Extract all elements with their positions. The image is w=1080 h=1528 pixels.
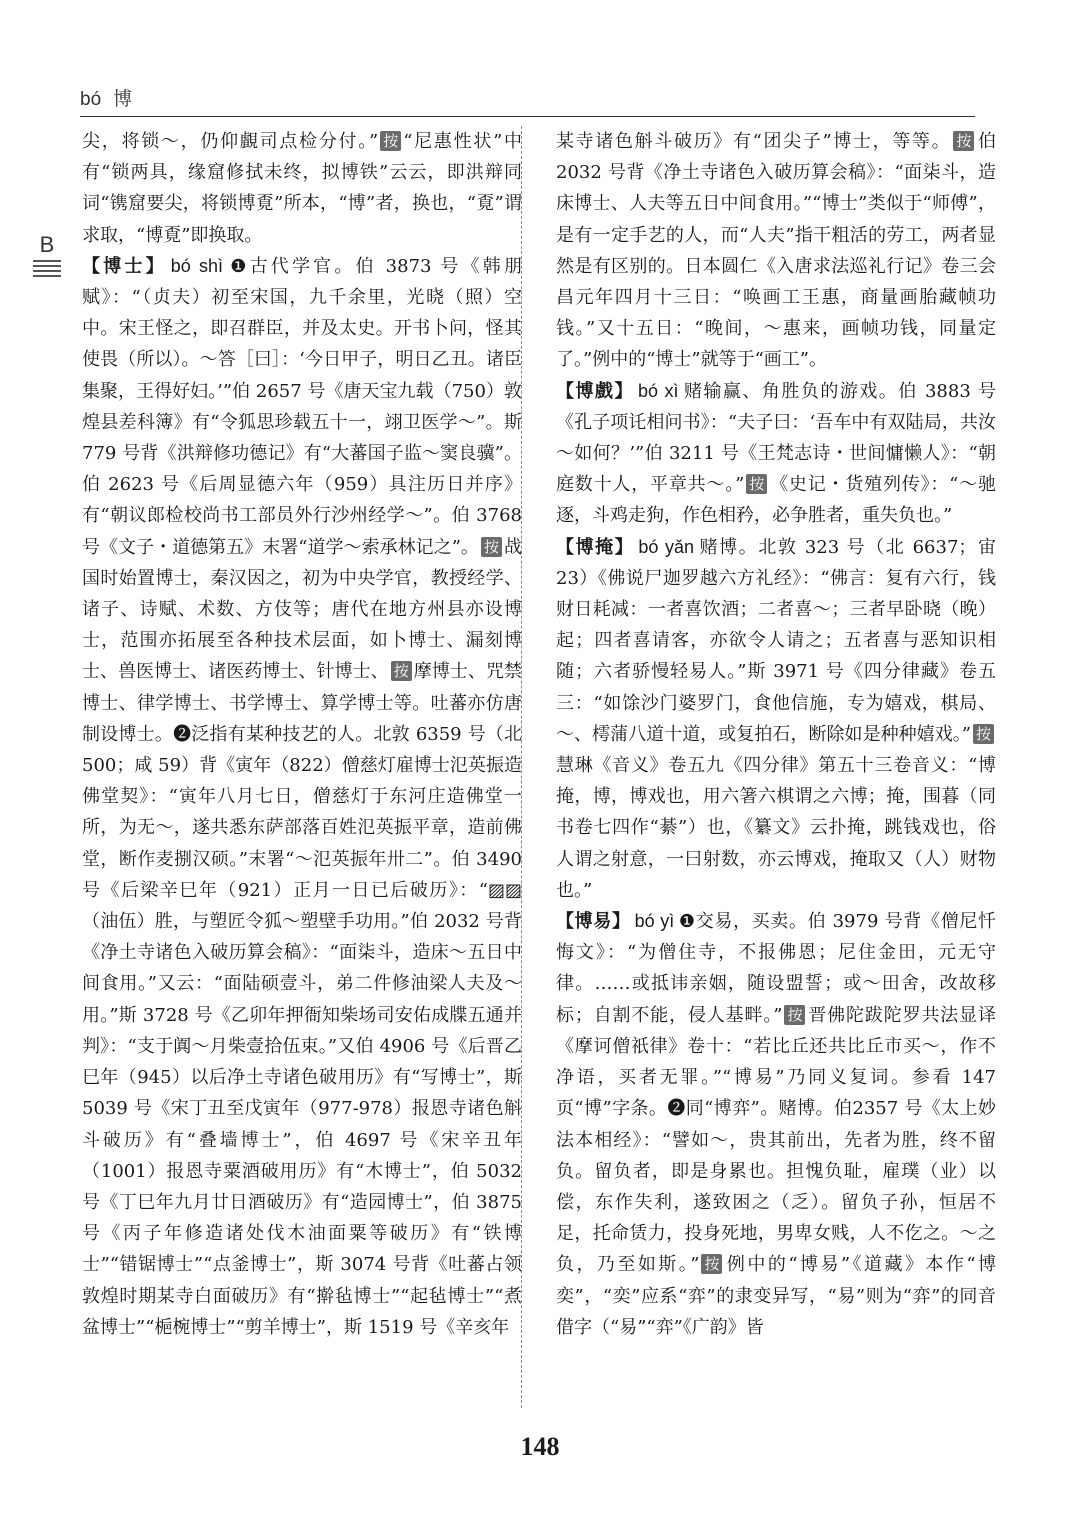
entry-pinyin: bó xì bbox=[637, 380, 679, 401]
dictionary-entry bbox=[556, 376, 996, 532]
annotation-tag: 按 bbox=[391, 661, 412, 681]
annotation-tag: 按 bbox=[701, 1254, 722, 1274]
entry-pinyin: bó yǎn bbox=[638, 536, 694, 557]
entry-pinyin: bó yì bbox=[634, 911, 675, 932]
annotation-tag: 按 bbox=[380, 131, 401, 151]
entry-headword: 【博掩】 bbox=[556, 536, 635, 558]
header-char: 博 bbox=[113, 88, 133, 110]
page-number: 148 bbox=[520, 1432, 560, 1461]
entry-text: 赌输赢、角胜负的游戏。伯 3883 号《孔子项讬相问书》：“夫子曰：‘吾车中有双陆局，共汝～如何？’”伯 3211 号《王梵志诗・世间慵懒人》：“朝庭数十人，平章共～。” 按 《史记・货殖列传》：“～驰逐，斗鸡走狗，作色相矜，必争胜者，重失负也。” bbox=[556, 380, 996, 527]
entry-text: ❶古代学官。伯 3873 号《韩朋赋》：“（贞夫）初至宋国，九千余里，光晓（照）空中。宋王怪之，即召群臣，并及太史。开书卜问，怪其使畏（所以）。～答［曰］：‘今日甲子，明日乙丑。诸臣集聚，王得好妇。’”伯 2657 号《唐天宝九载（750）敦煌县差科簿》有“令狐思珍载五十一，翊卫医学～”。斯 779 号背《洪辩修功德记》有“大蕃国子监～窦良骥”。伯 2623 号《后周显德六年（959）具注历日并序》有“朝议郎检校尚书工部员外行沙州经学～”。伯 3768 号《文子・道德第五》末署“道学～索承林记之”。 按 战国时始置博士，秦汉因之，初为中央学官，教授经学、诸子、诗赋、术数、方伎等；唐代在地方州县亦设博士，范围亦拓展至各种技术层面，如卜博士、漏刻博士、兽医博士、诸医药博士、针博士、 按 摩博士、咒禁博士、律学博士、书学博士、算学博士等。吐蕃亦仿唐制设博士。❷泛指有某种技艺的人。北敦 6359 号（北500；咸 59）背《寅年（822）僧慈灯雇博士氾英振造佛堂契》：“寅年八月七日，僧慈灯于东河庄造佛堂一所，为无～，遂共悉东萨部落百姓氾英振平章，造前佛堂，断作麦捌汉硕。”末署“～氾英振年卅二”。伯 3490 号《后梁辛巳年（921）正月一日已后破历》：“▨▨（油伍）胜，与塑匠令狐～塑壁手功用。”伯 2032 号背《净土寺诸色入破历算会稿》：“面柒斗，造床～五日中间食用。”又云：“面陆硕壹斗，弟二件修油梁人夫及～用。”斯 3728 号《乙卯年押衙知柴场司安佑成牒五通并判》：“支于阗～月柴壹拾伍束。”又伯 4906 号《后晋乙巳年（945）以后净土寺诸色破用历》有“写博士”，斯 5039 号《宋丁丑至戊寅年（977-978）报恩寺诸色斛斗破历》有“叠墙博士”，伯 4697 号《宋辛丑年（1001）报恩寺粟酒破用历》有“木博士”，伯 5032 号《丁巳年九月廿日酒破历》有“造园博士”，伯 3875 号《丙子年修造诸处伐木油面粟等破历》有“铁博士”“错锯博士”“点釜博士”，斯 3074 号背《吐蕃占领敦煌时期某寺白面破历》有“擀毡博士”“起毡博士”“煮盆博士”“梔椀博士”“剪羊博士”，斯 1519 号《辛亥年 bbox=[82, 255, 523, 1338]
section-marker bbox=[30, 234, 64, 280]
entry-text: 某寺诸色斛斗破历》有“团尖子”博士，等等。 按 伯 2032 号背《净土寺诸色入破历算会稿》：“面柒斗，造床博士、人夫等五日中间食用。”“博士”类似于“师傅”，是有一定手艺的人，而“人夫”指干粗活的劳工，两者显然是有区别的。日本圆仁《入唐求法巡礼行记》卷三会昌元年四月十三日：“唤画工王惠，商量画胎藏帧功钱。”又十五日：“晚间，～惠来，画帧功钱，同量定了。”例中的“博士”就等于“画工”。 bbox=[556, 131, 997, 371]
entry-headword: 【博戲】 bbox=[556, 380, 634, 402]
annotation-tag: 按 bbox=[746, 474, 767, 494]
right-column bbox=[556, 126, 996, 1343]
continued-text bbox=[82, 126, 522, 251]
continued-text bbox=[556, 126, 996, 376]
entry-headword: 【博士】 bbox=[82, 255, 167, 277]
section-letter: B bbox=[39, 232, 55, 257]
header-rule bbox=[80, 116, 975, 117]
annotation-tag: 按 bbox=[953, 131, 974, 151]
entry-text: ❶交易，买卖。伯 3979 号背《僧尼忏悔文》：“为僧住寺，不报佛恩；尼住金田，元无守律。……或抵讳亲姻，随设盟誓；或～田舍，改故移标；自割不能，侵人基畔。” 按 晋佛陀跋陀罗共法显译《摩诃僧祇律》卷十：“若比丘还共比丘市买～，作不净语，买者无罪。”“博易”乃同义复词。参看 147 页“博”字条。❷同“博弈”。赌博。伯2357 号《太上妙法本相经》：“譬如～，贵其前出，先者为胜，终不留负。留负者，即是身累也。担愧负耻，雇璞（业）以偿，东作失利，遂致困之（乏）。留负子孙，恒居不足，托命赁力，投身死地，男卑女贱，人不仡之。～之负，乃至如斯。” 按 例中的“博易”《道藏》本作“博奕”，“奕”应系“弈”的隶变异写，“易”则为“弈”的同音借字（“易”“弈”《广韵》皆 bbox=[556, 911, 997, 1338]
entry-text: 尖，将锁～，仍仰覰司点检分付。” 按 “尼惠性状”中有“锁两具，缘窟修拭未终，拟博铁”云云，即洪辩同词“镌窟要尖，将锁博覔”所本，“博”者，换也，“覔”谓求取，“博覔”即换取。 bbox=[82, 131, 522, 246]
left-column bbox=[82, 126, 522, 1343]
annotation-tag: 按 bbox=[784, 1005, 805, 1025]
entry-pinyin: bó shì bbox=[170, 255, 224, 276]
annotation-tag: 按 bbox=[973, 724, 994, 744]
header-pinyin: bó bbox=[80, 89, 102, 110]
dictionary-entry bbox=[556, 532, 996, 906]
section-marker-lines bbox=[30, 260, 64, 277]
column-divider bbox=[521, 126, 522, 1408]
page-header bbox=[80, 84, 132, 111]
entry-headword: 【博易】 bbox=[556, 911, 631, 933]
entry-text: 赌博。北敦 323 号（北 6637；宙23）《佛说尸迦罗越六方礼经》：“佛言：复有六行，钱财日耗减：一者喜饮酒；二者喜～；三者早卧晓（晚）起；四者喜请客，亦欲令人请之；五者喜与恶知识相随；六者骄慢轻易人。”斯 3971 号《四分律藏》卷五三：“如馀沙门婆罗门，食他信施，专为嬉戏，棋局、～、樗蒲八道十道，或复拍石，断除如是种种嬉戏。” 按慧琳《音义》卷五九《四分律》第五十三卷音义：“博掩，博，博戏也，用六箸六棋谓之六博；掩，围暮（同书卷七四作“綦”）也，《纂文》云扑掩，跳钱戏也，俗人谓之射意，一曰射数，亦云博戏，掩取又（人）财物也。” bbox=[556, 536, 996, 901]
dictionary-entry bbox=[556, 906, 996, 1343]
annotation-tag: 按 bbox=[481, 537, 502, 557]
dictionary-entry bbox=[82, 251, 522, 1343]
